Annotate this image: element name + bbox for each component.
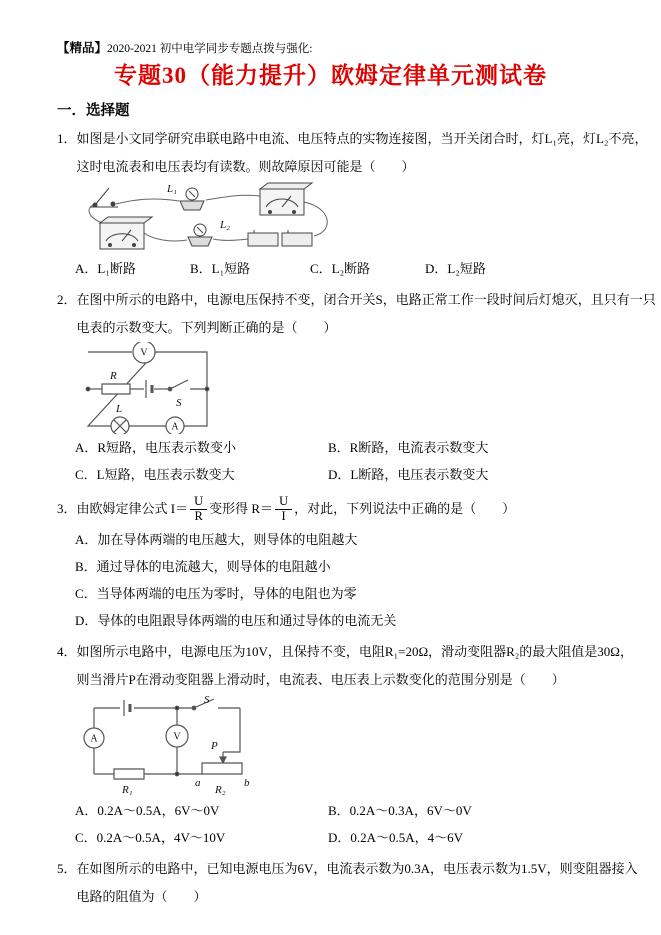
option-a: A．L₁断路: [75, 261, 136, 276]
question-number: 2．: [57, 292, 77, 307]
option-d: D．导体的电阻跟导体两端的电压和通过导体的电流无关: [75, 613, 397, 628]
switch-symbol: [90, 188, 118, 207]
option-b: B．0.2A～0.3A，6V～0V: [328, 803, 472, 818]
question-5: [57, 855, 638, 911]
switch-symbol: [168, 380, 188, 391]
rheostat-r2-label: R₂: [215, 784, 226, 796]
switch-label: S: [204, 694, 210, 706]
wire: [206, 195, 260, 200]
fraction-numerator: U: [275, 495, 292, 510]
option-d: D．0.2A～0.5A，4～6V: [328, 830, 464, 845]
stem-line: 如图是小文同学研究串联电路中电流、电压特点的实物连接图，当开关闭合时，灯L₁亮，灯L₂不亮，: [76, 131, 648, 146]
stem-line: 如图所示电路中，电源电压为10V，且保持不变，电阻R₁=20Ω，滑动变阻器R₂的最大阻值是30Ω，: [76, 644, 633, 659]
question-4-options: [75, 797, 604, 851]
option-c: C．0.2A～0.5A，4V～10V: [75, 830, 226, 845]
document-header: [57, 38, 604, 56]
question-4-stem: [57, 638, 633, 694]
option-a: A．0.2A～0.5A，6V～0V: [75, 803, 220, 818]
option-d: D．L断路，电压表示数变大: [328, 467, 489, 482]
fraction-denominator: R: [194, 508, 203, 523]
wire: [144, 233, 187, 241]
lamp-symbol: [111, 417, 129, 434]
meter-bottom-symbol: [100, 217, 152, 249]
q2-circuit-figure: [80, 342, 215, 434]
fraction-u-over-i: [275, 495, 292, 524]
question-3: [57, 492, 604, 634]
page-title: 专题30（能力提升）欧姆定律单元测试卷: [114, 63, 547, 88]
lamp-l2-label: L₂: [220, 219, 230, 231]
question-2-stem: [57, 286, 656, 342]
option-b: B．R断路，电流表示数变大: [328, 440, 489, 455]
option-c: C．L₂断路: [310, 261, 371, 276]
option-a: A．加在导体两端的电压越大，则导体的电阻越大: [75, 532, 358, 547]
stem-line: 电表的示数变大。下列判断正确的是（ ）: [76, 320, 337, 335]
voltmeter-label: V: [173, 731, 181, 743]
wire: [89, 205, 102, 223]
resistor-r1-symbol: [114, 769, 144, 779]
question-5-stem: [57, 855, 638, 911]
section-heading: 一．选择题: [57, 103, 130, 119]
question-2-options: [75, 434, 604, 488]
question-1-options: [75, 255, 604, 282]
fraction-u-over-r: [190, 495, 207, 524]
terminal-b-label: b: [244, 777, 250, 789]
question-4: [57, 638, 633, 851]
voltmeter-label: V: [140, 347, 148, 359]
stem-line: 在图中所示的电路中，电源电压保持不变，闭合开关S，电路正常工作一段时间后灯熄灭，且只有一只: [76, 292, 656, 307]
fraction-numerator: U: [190, 495, 207, 510]
option-b: B．L₁短路: [190, 261, 251, 276]
option-b: B．通过导体的电流越大，则导体的电阻越小: [75, 559, 331, 574]
resistor-r1-label: R₁: [122, 784, 133, 796]
stem-text: 由欧姆定律公式 I＝: [76, 501, 189, 516]
q4-circuit-figure: [80, 694, 255, 797]
q1-circuit-photo-figure: [80, 181, 340, 255]
question-1: [57, 125, 648, 282]
ammeter-label: A: [171, 421, 179, 433]
rheostat-symbol: [202, 763, 242, 774]
stem-line: 这时电流表和电压表均有读数。则故障原因可能是（ ）: [76, 159, 415, 174]
question-number: 3．: [57, 501, 77, 516]
battery-symbol: [146, 380, 152, 398]
option-a: A．R短路，电压表示数变小: [75, 440, 237, 455]
resistor-label: R: [110, 370, 117, 382]
switch-label: S: [176, 397, 182, 409]
meter-top-symbol: [260, 183, 312, 215]
ammeter-label: A: [90, 733, 98, 745]
question-1-stem: [57, 125, 648, 181]
slider-arrow: [220, 752, 226, 763]
stem-line: 电路的阻值为（ ）: [76, 889, 207, 904]
terminal-a-label: a: [195, 777, 201, 789]
lamp-l1-symbol: [180, 188, 204, 210]
wire: [304, 202, 327, 236]
lamp-l1-label: L₁: [167, 183, 177, 195]
stem-line: 则当滑片P在滑动变阻器上滑动时，电流表、电压表上示数变化的范围分别是（ ）: [76, 672, 565, 687]
question-2: [57, 286, 656, 488]
lamp-label: L: [116, 403, 123, 415]
wire: [116, 199, 179, 204]
wire: [213, 239, 248, 241]
header-badge: 【精品】: [57, 41, 108, 55]
battery-cells-symbol: [248, 230, 312, 246]
stem-line: 在如图所示的电路中，已知电源电压为6V，电流表示数为0.3A，电压表示数为1.5V，则变阻器接入: [76, 861, 638, 876]
fraction-denominator: I: [281, 508, 286, 523]
stem-text: ，对此，下列说法中正确的是（ ）: [294, 501, 516, 516]
option-c: C．当导体两端的电压为零时，导体的电阻也为零: [75, 586, 357, 601]
resistor-symbol: [102, 384, 130, 394]
battery-symbol: [124, 700, 130, 716]
option-d: D．L₂短路: [425, 261, 486, 276]
question-3-options: [75, 526, 604, 634]
option-c: C．L短路，电压表示数变大: [75, 467, 235, 482]
slider-label: P: [211, 740, 218, 752]
header-text: 2020-2021 初中电学同步专题点拨与强化:: [107, 43, 313, 55]
question-number: 4．: [57, 644, 77, 659]
question-number: 1．: [57, 131, 77, 146]
question-3-stem: [57, 492, 604, 526]
lamp-l2-symbol: [188, 224, 212, 246]
stem-text: 变形得 R＝: [209, 501, 274, 516]
question-number: 5．: [57, 861, 77, 876]
